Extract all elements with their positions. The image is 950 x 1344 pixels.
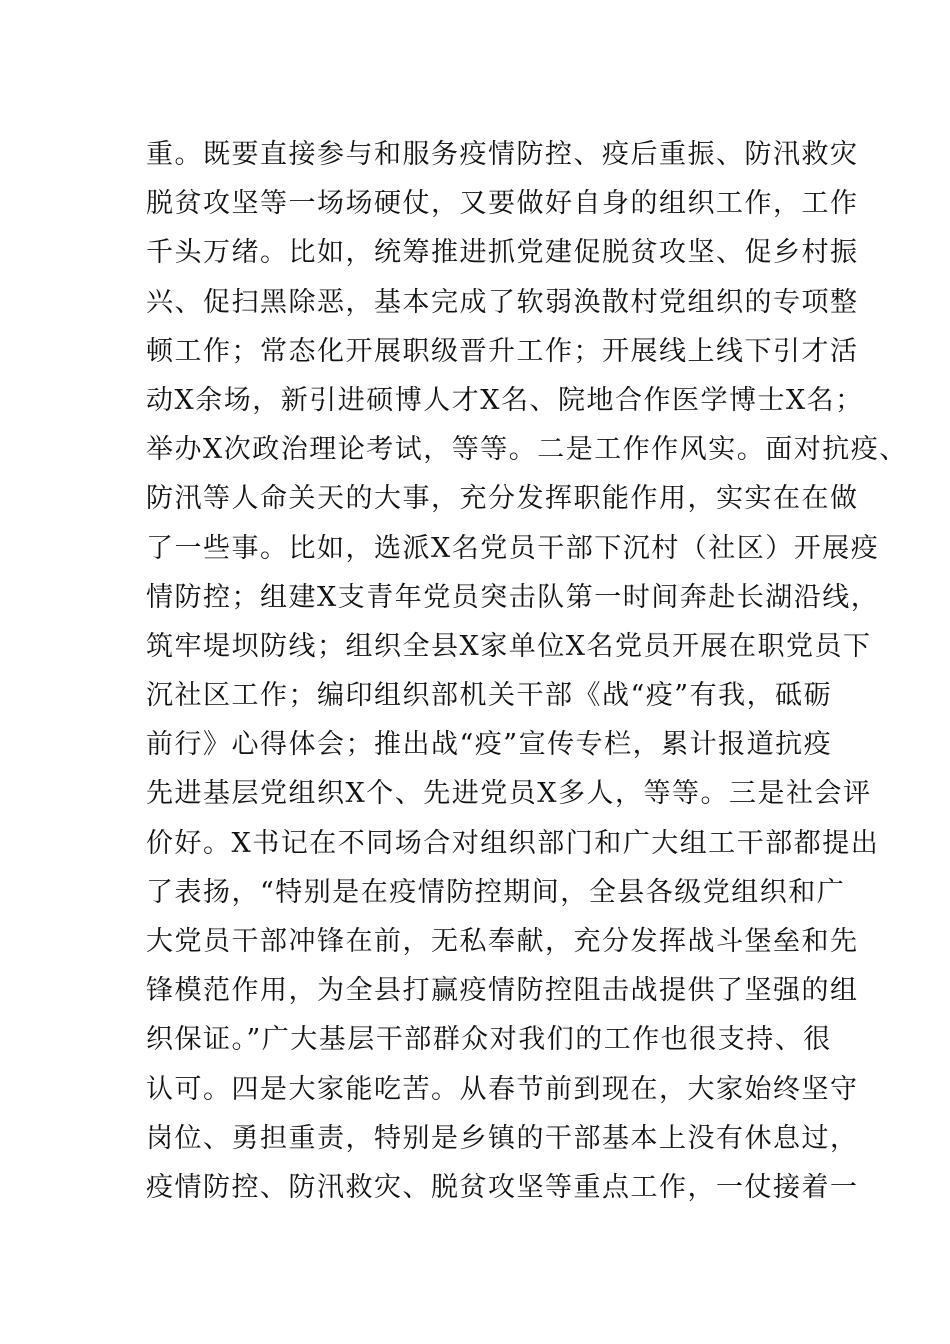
text-line: 了表扬，“特别是在疫情防控期间，全县各级党组织和广 [146, 876, 846, 908]
text-line: 疫情防控、防汛救灾、脱贫攻坚等重点工作，一仗接着一 [146, 1171, 859, 1203]
text-line: 岗位、勇担重责，特别是乡镇的干部基本上没有休息过， [146, 1122, 859, 1154]
text-line: 千头万绪。比如，统筹推进抓党建促脱贫攻坚、促乡村振 [146, 237, 859, 269]
text-line: 织保证。”广大基层干部群众对我们的工作也很支持、很 [146, 1024, 832, 1056]
text-line: 筑牢堤坝防线；组织全县X家单位X名党员开展在职党员下 [146, 630, 872, 662]
text-line: 动X余场，新引进硕博人才X名、院地合作医学博士X名； [146, 384, 864, 416]
text-line: 前行》心得体会；推出战“疫”宣传专栏，累计报道抗疫 [146, 729, 833, 761]
text-line: 重。既要直接参与和服务疫情防控、疫后重振、防汛救灾 [146, 139, 859, 170]
text-line: 了一些事。比如，选派X名党员干部下沉村（社区）开展疫 [146, 532, 880, 564]
text-line: 大党员干部冲锋在前，无私奉献，充分发挥战斗堡垒和先 [146, 926, 859, 957]
text-line: 兴、促扫黑除恶，基本完成了软弱涣散村党组织的专项整 [146, 286, 859, 318]
text-line: 举办X次政治理论考试，等等。二是工作作风实。面对抗疫、 [146, 434, 908, 466]
text-line: 脱贫攻坚等一场场硬仗，又要做好自身的组织工作，工作 [146, 188, 859, 220]
text-line: 沉社区工作；编印组织部机关干部《战“疫”有我，砥砺 [146, 680, 833, 712]
text-line: 先进基层党组织X个、先进党员X多人，等等。三是社会评 [146, 778, 872, 810]
text-line: 锋模范作用，为全县打赢疫情防控阻击战提供了坚强的组 [146, 975, 859, 1007]
body-text [146, 130, 908, 1212]
text-line: 情防控；组建X支青年党员突击队第一时间奔赴长湖沿线， [146, 581, 880, 613]
text-line: 价好。X书记在不同场合对组织部门和广大组工干部都提出 [146, 827, 880, 859]
text-line: 认可。四是大家能吃苦。从春节前到现在，大家始终坚守 [146, 1073, 859, 1105]
text-line: 顿工作；常态化开展职级晋升工作；开展线上线下引才活 [146, 335, 859, 367]
text-line: 防汛等人命关天的大事，充分发挥职能作用，实实在在做 [146, 483, 859, 515]
